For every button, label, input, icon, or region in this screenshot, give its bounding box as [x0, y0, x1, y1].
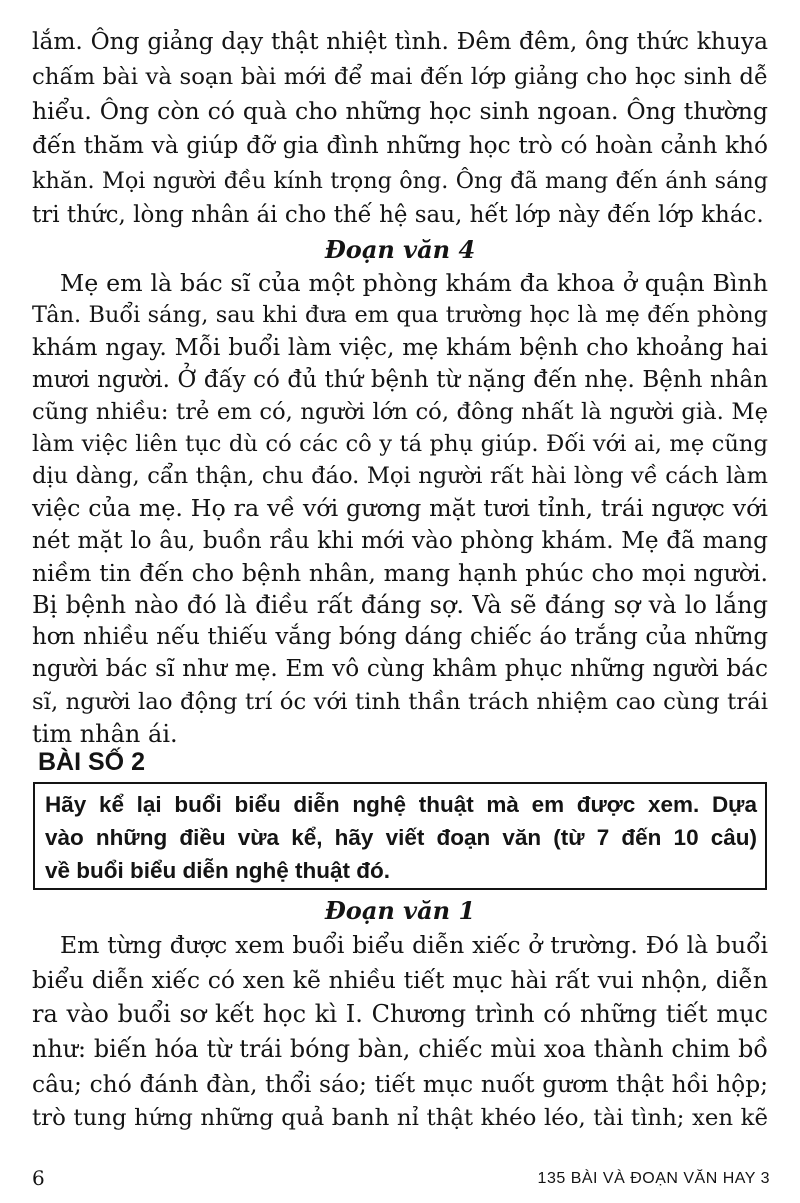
task-line: vào những điều vừa kể, hãy viết đoạn văn (từ 7 đến 10 câu) — [45, 825, 757, 850]
paragraph-line: câu; chó đánh đàn, thổi sáo; tiết mục nuốt gươm thật hồi hộp; — [32, 1070, 768, 1098]
paragraph-line: tim nhân ái. — [32, 719, 178, 748]
paragraph-line: ra vào buổi sơ kết học kì I. Chương trình có những tiết mục — [32, 1000, 768, 1028]
paragraph-line: nét mặt lo âu, buồn rầu khi mới vào phòng khám. Mẹ đã mang — [32, 527, 768, 554]
paragraph-line: hơn nhiều nếu thiếu vắng bóng dáng chiếc áo trắng của những — [32, 624, 768, 651]
paragraph-line: Tân. Buổi sáng, sau khi đưa em qua trường học là mẹ đến phòng — [32, 302, 768, 329]
paragraph-line: niềm tin đến cho bệnh nhân, mang hạnh phúc cho mọi người. — [32, 558, 768, 587]
paragraph-line: Em từng được xem buổi biểu diễn xiếc ở trường. Đó là buổi — [60, 931, 768, 959]
paragraph-line: đến thăm và giúp đỡ gia đình những học trò có hoàn cảnh khó — [32, 132, 768, 159]
paragraph-line: tri thức, lòng nhân ái cho thế hệ sau, hết lớp này đến lớp khác. — [32, 202, 764, 228]
paragraph-line: việc của mẹ. Họ ra về với gương mặt tươi tỉnh, trái ngược với — [32, 494, 768, 523]
page-number: 6 — [32, 1166, 45, 1190]
paragraph-line: như: biến hóa từ trái bóng bàn, chiếc mùi xoa thành chim bồ — [32, 1035, 768, 1063]
paragraph-line: khăn. Mọi người đều kính trọng ông. Ông đã mang đến ánh sáng — [32, 168, 768, 194]
task-box — [33, 782, 767, 890]
paragraph-line: người bác sĩ như mẹ. Em vô cùng khâm phục những người bác — [32, 655, 768, 683]
paragraph-line: trò tung hứng những quả banh nỉ thật khéo léo, tài tình; xen kẽ — [32, 1105, 768, 1131]
paragraph-line: mươi người. Ở đấy có đủ thứ bệnh từ nặng đến nhẹ. Bệnh nhân — [32, 366, 768, 393]
paragraph-line: Bị bệnh nào đó là điều rất đáng sợ. Và sẽ đáng sợ và lo lắng — [32, 591, 768, 619]
paragraph-line: sĩ, người lao động trí óc với tinh thần trách nhiệm cao cùng trái — [32, 688, 768, 715]
paragraph-line: biểu diễn xiếc có xen kẽ nhiều tiết mục hài rất vui nhộn, diễn — [32, 966, 768, 994]
paragraph-line: Mẹ em là bác sĩ của một phòng khám đa khoa ở quận Bình — [60, 269, 768, 297]
book-title: 135 BÀI VÀ ĐOẠN VĂN HAY 3 — [537, 1170, 770, 1187]
paragraph-line: làm việc liên tục dù có các cô y tá phụ giúp. Đối với ai, mẹ cũng — [32, 431, 768, 457]
paragraph-line: khám ngay. Mỗi buổi làm việc, mẹ khám bệnh cho khoảng hai — [32, 333, 768, 362]
paragraph-line: cũng nhiều: trẻ em có, người lớn có, đông nhất là người già. Mẹ — [32, 398, 768, 425]
paragraph-line: lắm. Ông giảng dạy thật nhiệt tình. Đêm đêm, ông thức khuya — [32, 28, 768, 55]
paragraph-line: chấm bài và soạn bài mới để mai đến lớp giảng cho học sinh dễ — [32, 64, 768, 90]
exercise-title: BÀI SỐ 2 — [38, 748, 145, 776]
passage-4-heading: Đoạn văn 4 — [324, 235, 476, 264]
task-line: Hãy kể lại buổi biểu diễn nghệ thuật mà em được xem. Dựa — [45, 792, 757, 817]
paragraph-line: dịu dàng, cẩn thận, chu đáo. Mọi người rất hài lòng về cách làm — [32, 463, 768, 490]
task-line: về buổi biểu diễn nghệ thuật đó. — [45, 858, 390, 883]
passage-1-heading: Đoạn văn 1 — [324, 896, 476, 925]
paragraph-line: hiểu. Ông còn có quà cho những học sinh ngoan. Ông thường — [32, 97, 768, 125]
